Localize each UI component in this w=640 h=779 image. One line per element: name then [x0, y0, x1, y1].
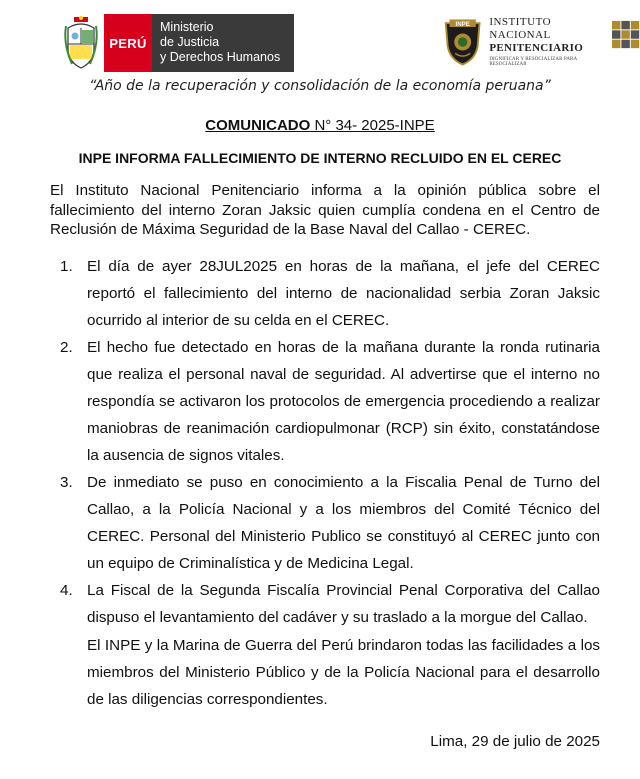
ministry-line: y Derechos Humanos	[160, 50, 281, 64]
list-item	[50, 253, 600, 334]
inpe-logo	[442, 16, 640, 76]
closing-paragraph: El INPE y la Marina de Guerra del Perú brindaron todas las facilidades a los miembros del Ministerio Público y de la Policía Nacional para el desarrollo de las diligencias correspondientes.	[87, 637, 600, 708]
list-item	[50, 334, 600, 469]
list-item-text: La Fiscal de la Segunda Fiscalía Provincial Penal Corporativa del Callao dispuso el levantamiento del cadáver y su traslado a la morgue del Callao.	[87, 582, 600, 626]
ministry-line: Ministerio	[160, 20, 214, 34]
letterhead	[0, 0, 640, 80]
dateline: Lima, 29 de julio de 2025	[430, 733, 600, 750]
list-item-text: El hecho fue detectado en horas de la mañana durante la ronda rutinaria que realiza el personal naval de seguridad. Al advertirse que el interno no respondía se activaron los protocolos de emergencia procediendo a realizar maniobras de reanimación cardiopulmonar (RCP) sin éxito, constatándose la ausencia de signos vitales.	[87, 339, 600, 464]
numbered-list	[50, 253, 600, 631]
list-item-number: 3.	[60, 474, 73, 491]
list-item	[50, 469, 600, 577]
comunicado-number-text: N° 34- 2025-INPE	[310, 117, 435, 134]
inpe-grid-mark-icon	[612, 20, 640, 50]
inpe-line: PENITENCIARIO	[489, 42, 584, 54]
comunicado-label: COMUNICADO	[205, 117, 311, 134]
svg-text:INPE: INPE	[455, 21, 470, 29]
list-item-number: 4.	[60, 582, 73, 599]
list-item-text: De inmediato se puso en conocimiento a la Fiscalia Penal de Turno del Callao, a la Policía Nacional y a los miembros del Comité Técnico del CEREC. Personal del Ministerio Publico se constituyó al CEREC junto con un equipo de Criminalística y de Medicina Legal.	[87, 474, 600, 572]
inpe-tagline: DIGNIFICAR Y RESOCIALIZAR PARA RESOCIALIZAR	[489, 57, 577, 67]
inpe-badge-icon	[442, 16, 483, 68]
list-item	[50, 577, 600, 631]
ministry-line: de Justicia	[160, 35, 220, 49]
year-slogan: “Año de la recuperación y consolidación de la economía peruana”	[89, 78, 551, 94]
inpe-line: INSTITUTO	[489, 16, 552, 28]
list-item-number: 1.	[60, 258, 73, 275]
peru-government-logo	[62, 14, 294, 72]
inpe-line: NACIONAL	[489, 29, 551, 41]
comunicado-number	[0, 117, 640, 134]
inpe-name	[489, 16, 608, 67]
intro-paragraph: El Instituto Nacional Penitenciario informa a la opinión pública sobre el fallecimiento del interno Zoran Jaksic quien cumplía condena en el Centro de Reclusión de Máxima Seguridad de la Base Naval del Callao - CEREC.	[50, 182, 600, 238]
peru-coat-of-arms-icon	[62, 14, 100, 72]
peru-label: PERÚ	[104, 14, 152, 72]
list-item-text: El día de ayer 28JUL2025 en horas de la mañana, el jefe del CEREC reportó el fallecimiento del interno de nacionalidad serbia Zoran Jaksic ocurrido al interior de su celda en el CEREC.	[87, 258, 600, 329]
list-item-number: 2.	[60, 339, 73, 356]
document-headline: INPE INFORMA FALLECIMIENTO DE INTERNO RECLUIDO EN EL CEREC	[78, 150, 562, 166]
ministry-name	[152, 14, 294, 72]
